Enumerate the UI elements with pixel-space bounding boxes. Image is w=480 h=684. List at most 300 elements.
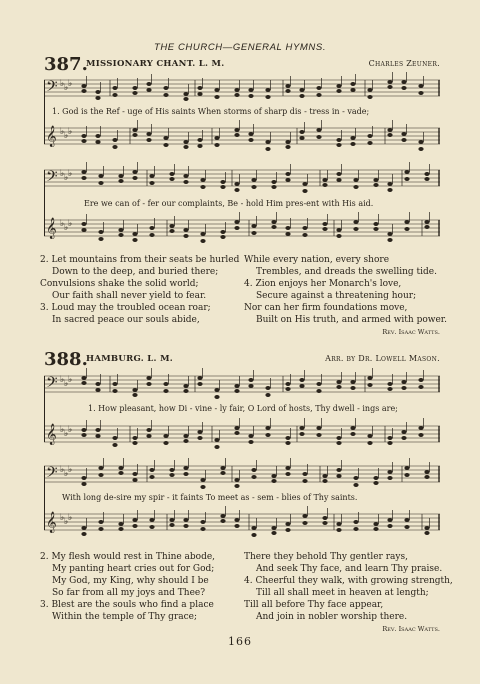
note-head	[132, 388, 137, 392]
flat-icon: ♭	[68, 127, 73, 137]
note-head	[118, 466, 123, 470]
note-head	[118, 527, 123, 531]
note-head	[197, 138, 202, 142]
note-head	[132, 128, 137, 132]
note-head	[95, 382, 100, 386]
flat-icon: ♭	[64, 469, 69, 479]
note-head	[200, 478, 205, 482]
note-head	[132, 472, 137, 476]
flat-icon: ♭	[64, 131, 69, 141]
note-head	[95, 140, 100, 144]
note-head	[404, 220, 409, 224]
note-head	[316, 426, 321, 430]
note-head	[234, 524, 239, 528]
staff	[44, 162, 440, 193]
note-head	[424, 526, 429, 530]
verse-line: 4. Zion enjoys her Monarch's love,	[244, 279, 402, 289]
note-head	[387, 387, 392, 391]
note-head	[316, 128, 321, 132]
staff	[44, 120, 440, 151]
note-head	[322, 227, 327, 231]
note-head	[200, 232, 205, 236]
page-number: 166	[228, 635, 252, 648]
tune-name: HAMBURG. L. M.	[86, 354, 174, 364]
note-head	[132, 478, 137, 482]
composer: Charles Zeuner.	[368, 59, 440, 68]
note-head	[336, 84, 341, 88]
note-head	[285, 145, 290, 149]
flat-icon: ♭	[64, 83, 69, 93]
note-head	[271, 180, 276, 184]
note-head	[418, 385, 423, 389]
note-head	[302, 521, 307, 525]
note-head	[271, 220, 276, 224]
note-head	[401, 80, 406, 84]
hymn-author: Rev. Isaac Watts.	[382, 625, 440, 633]
note-head	[200, 185, 205, 189]
note-head	[387, 476, 392, 480]
note-head	[169, 177, 174, 181]
note-head	[81, 89, 86, 93]
note-head	[163, 389, 168, 393]
note-head	[387, 518, 392, 522]
flat-icon: ♭	[60, 513, 65, 523]
note-head	[373, 178, 378, 182]
note-head	[387, 80, 392, 84]
note-head	[200, 239, 205, 243]
flat-icon: ♭	[64, 429, 69, 439]
note-head	[149, 518, 154, 522]
flat-icon: ♭	[60, 425, 65, 435]
note-head	[81, 433, 86, 437]
note-head	[373, 222, 378, 226]
note-head	[265, 140, 270, 144]
note-head	[322, 521, 327, 525]
note-head	[234, 518, 239, 522]
note-head	[81, 381, 86, 385]
note-head	[373, 183, 378, 187]
note-head	[98, 527, 103, 531]
note-head	[387, 238, 392, 242]
staff	[44, 368, 440, 399]
verse-line: Within the temple of Thy grace;	[52, 612, 198, 622]
note-head	[98, 473, 103, 477]
note-head	[234, 93, 239, 97]
note-head	[251, 526, 256, 530]
verse-line: In sacred peace our souls abide,	[52, 315, 200, 325]
staff	[44, 418, 440, 449]
note-head	[336, 528, 341, 532]
note-head	[401, 386, 406, 390]
note-head	[367, 141, 372, 145]
note-head	[302, 182, 307, 186]
verse-line: Nor can her firm foundations move,	[244, 303, 408, 313]
note-head	[149, 226, 154, 230]
note-head	[367, 134, 372, 138]
note-head	[418, 426, 423, 430]
note-head	[183, 389, 188, 393]
note-head	[163, 441, 168, 445]
note-head	[112, 145, 117, 149]
note-head	[251, 178, 256, 182]
note-head	[149, 181, 154, 185]
note-head	[132, 518, 137, 522]
clef-icon: 𝄞	[46, 424, 57, 445]
verse-line: While every nation, every shore	[244, 255, 390, 265]
note-head	[183, 466, 188, 470]
note-head	[220, 180, 225, 184]
note-head	[169, 473, 174, 477]
note-head	[118, 471, 123, 475]
note-head	[350, 82, 355, 86]
note-head	[132, 524, 137, 528]
note-head	[146, 132, 151, 136]
note-head	[353, 476, 358, 480]
note-head	[214, 445, 219, 449]
note-head	[299, 130, 304, 134]
note-head	[302, 189, 307, 193]
note-head	[183, 434, 188, 438]
note-head	[146, 88, 151, 92]
note-head	[404, 525, 409, 529]
note-head	[183, 145, 188, 149]
note-head	[132, 133, 137, 137]
note-head	[98, 237, 103, 241]
note-head	[234, 220, 239, 224]
note-head	[132, 441, 137, 445]
note-head	[336, 89, 341, 93]
note-head	[251, 231, 256, 235]
note-head	[146, 428, 151, 432]
note-head	[424, 220, 429, 224]
note-head	[81, 84, 86, 88]
note-head	[285, 466, 290, 470]
note-head	[336, 228, 341, 232]
clef-icon: 𝄞	[46, 218, 57, 239]
note-head	[387, 436, 392, 440]
note-head	[299, 432, 304, 436]
verse-line: And join in nobler worship there.	[256, 612, 408, 622]
note-head	[367, 95, 372, 99]
note-head	[418, 84, 423, 88]
note-head	[183, 228, 188, 232]
note-head	[322, 183, 327, 187]
note-head	[271, 185, 276, 189]
note-head	[353, 520, 358, 524]
note-head	[336, 178, 341, 182]
note-head	[350, 88, 355, 92]
note-head	[336, 522, 341, 526]
note-head	[387, 470, 392, 474]
note-head	[118, 522, 123, 526]
note-head	[214, 95, 219, 99]
note-head	[265, 433, 270, 437]
verse-line: Till all before Thy face appear,	[244, 600, 384, 610]
note-head	[183, 524, 188, 528]
note-head	[336, 385, 341, 389]
note-head	[149, 174, 154, 178]
note-head	[424, 475, 429, 479]
note-head	[132, 170, 137, 174]
note-head	[367, 441, 372, 445]
note-head	[404, 227, 409, 231]
note-head	[350, 426, 355, 430]
note-head	[418, 433, 423, 437]
note-head	[336, 172, 341, 176]
note-head	[183, 384, 188, 388]
running-head: THE CHURCH—GENERAL HYMNS.	[153, 42, 327, 53]
note-head	[183, 472, 188, 476]
note-head	[387, 232, 392, 236]
note-head	[265, 393, 270, 397]
flat-icon: ♭	[68, 375, 73, 385]
verse-line: Down to the deep, and buried there;	[52, 267, 219, 277]
verse-line: 4. Cheerful they walk, with growing strength,	[244, 576, 453, 586]
note-head	[146, 376, 151, 380]
note-head	[285, 382, 290, 386]
note-head	[220, 235, 225, 239]
flat-icon: ♭	[68, 79, 73, 89]
note-head	[353, 185, 358, 189]
note-head	[95, 134, 100, 138]
note-head	[234, 226, 239, 230]
note-head	[322, 479, 327, 483]
note-head	[387, 441, 392, 445]
note-head	[350, 380, 355, 384]
note-head	[401, 132, 406, 136]
note-head	[401, 430, 406, 434]
flat-icon: ♭	[64, 379, 69, 389]
note-head	[322, 474, 327, 478]
note-head	[234, 128, 239, 132]
note-head	[163, 143, 168, 147]
note-head	[169, 518, 174, 522]
note-head	[81, 176, 86, 180]
note-head	[322, 178, 327, 182]
note-head	[299, 136, 304, 140]
note-head	[302, 514, 307, 518]
note-head	[404, 473, 409, 477]
note-head	[271, 225, 276, 229]
note-head	[95, 90, 100, 94]
note-head	[299, 378, 304, 382]
verse-line: Till all shall meet in heaven at length;	[256, 588, 429, 598]
note-head	[169, 224, 174, 228]
note-head	[336, 441, 341, 445]
note-head	[265, 88, 270, 92]
note-head	[98, 181, 103, 185]
note-head	[299, 384, 304, 388]
note-head	[183, 92, 188, 96]
note-head	[401, 380, 406, 384]
note-head	[95, 388, 100, 392]
hymn-author: Rev. Isaac Watts.	[382, 328, 440, 336]
note-head	[336, 234, 341, 238]
note-head	[132, 436, 137, 440]
note-head	[285, 528, 290, 532]
note-head	[404, 518, 409, 522]
note-head	[285, 472, 290, 476]
staff	[44, 72, 440, 101]
note-head	[387, 128, 392, 132]
note-head	[387, 188, 392, 192]
flat-icon: ♭	[60, 169, 65, 179]
note-head	[132, 91, 137, 95]
note-head	[265, 426, 270, 430]
note-head	[81, 376, 86, 380]
note-head	[401, 138, 406, 142]
staff	[44, 506, 440, 537]
verse-column-right	[244, 254, 447, 338]
verse-line: My God, my King, why should I be	[52, 576, 209, 586]
note-head	[197, 376, 202, 380]
note-head	[95, 428, 100, 432]
note-head	[234, 188, 239, 192]
note-head	[248, 138, 253, 142]
note-head	[149, 475, 154, 479]
note-head	[285, 140, 290, 144]
note-head	[285, 436, 290, 440]
note-head	[299, 426, 304, 430]
lyrics-line: 1. God is the Ref - uge of His saints When storms of sharp dis - tress in - vade;	[52, 107, 370, 116]
verse-line: 3. Blest are the souls who find a place	[40, 600, 214, 610]
note-head	[285, 522, 290, 526]
note-head	[200, 520, 205, 524]
verse-line: Built on His truth, and armed with power.	[256, 315, 447, 325]
note-head	[367, 376, 372, 380]
note-head	[234, 182, 239, 186]
note-head	[234, 88, 239, 92]
note-head	[183, 234, 188, 238]
note-head	[418, 91, 423, 95]
note-head	[197, 436, 202, 440]
note-head	[81, 222, 86, 226]
note-head	[302, 233, 307, 237]
note-head	[163, 136, 168, 140]
note-head	[387, 182, 392, 186]
note-head	[197, 144, 202, 148]
clef-icon: 𝄢	[46, 78, 58, 99]
hymn-number: 388.	[44, 349, 88, 370]
note-head	[401, 86, 406, 90]
flat-icon: ♭	[60, 219, 65, 229]
flat-icon: ♭	[68, 425, 73, 435]
note-head	[81, 139, 86, 143]
note-head	[265, 386, 270, 390]
note-head	[200, 527, 205, 531]
note-head	[146, 382, 151, 386]
verse-line: Trembles, and dreads the swelling tide.	[256, 267, 437, 277]
note-head	[98, 174, 103, 178]
music-staff-system	[44, 160, 440, 244]
verse-line: 2. My flesh would rest in Thine abode,	[40, 552, 216, 562]
note-head	[316, 382, 321, 386]
note-head	[299, 88, 304, 92]
note-head	[404, 466, 409, 470]
note-head	[234, 133, 239, 137]
note-head	[163, 86, 168, 90]
note-head	[373, 522, 378, 526]
note-head	[424, 225, 429, 229]
note-head	[197, 382, 202, 386]
note-head	[169, 229, 174, 233]
lyrics-line: 1. How pleasant, how Di - vine - ly fair, O Lord of hosts, Thy dwell - ings are;	[88, 404, 398, 413]
note-head	[251, 185, 256, 189]
note-head	[81, 134, 86, 138]
note-head	[353, 227, 358, 231]
note-head	[118, 179, 123, 183]
note-head	[299, 94, 304, 98]
flat-icon: ♭	[68, 169, 73, 179]
note-head	[316, 433, 321, 437]
staff	[44, 458, 440, 489]
note-head	[146, 138, 151, 142]
note-head	[220, 185, 225, 189]
note-head	[112, 93, 117, 97]
note-head	[112, 389, 117, 393]
verse-column-left	[40, 551, 240, 623]
note-head	[424, 470, 429, 474]
note-head	[271, 531, 276, 535]
note-head	[373, 481, 378, 485]
note-head	[271, 526, 276, 530]
note-head	[197, 86, 202, 90]
note-head	[285, 89, 290, 93]
note-head	[234, 431, 239, 435]
note-head	[81, 532, 86, 536]
note-head	[234, 384, 239, 388]
note-head	[336, 468, 341, 472]
note-head	[112, 436, 117, 440]
note-head	[418, 147, 423, 151]
flat-icon: ♭	[64, 173, 69, 183]
note-head	[265, 147, 270, 151]
note-head	[95, 434, 100, 438]
note-head	[149, 233, 154, 237]
note-head	[387, 133, 392, 137]
note-head	[353, 178, 358, 182]
note-head	[163, 382, 168, 386]
note-head	[316, 135, 321, 139]
note-head	[81, 228, 86, 232]
verse-line: 3. Loud may the troubled ocean roar;	[40, 303, 211, 313]
flat-icon: ♭	[60, 375, 65, 385]
note-head	[248, 94, 253, 98]
flat-icon: ♭	[68, 465, 73, 475]
note-head	[95, 96, 100, 100]
note-head	[316, 86, 321, 90]
note-head	[271, 479, 276, 483]
note-head	[350, 142, 355, 146]
clef-icon: 𝄞	[46, 126, 57, 147]
verse-line: My panting heart cries out for God;	[52, 564, 215, 574]
note-head	[81, 476, 86, 480]
note-head	[336, 138, 341, 142]
note-head	[183, 140, 188, 144]
note-head	[404, 170, 409, 174]
note-head	[234, 426, 239, 430]
note-head	[350, 432, 355, 436]
note-head	[373, 476, 378, 480]
note-head	[149, 468, 154, 472]
note-head	[98, 520, 103, 524]
note-head	[146, 82, 151, 86]
note-head	[214, 438, 219, 442]
flat-icon: ♭	[60, 79, 65, 89]
note-head	[98, 230, 103, 234]
flat-icon: ♭	[68, 513, 73, 523]
note-head	[285, 84, 290, 88]
